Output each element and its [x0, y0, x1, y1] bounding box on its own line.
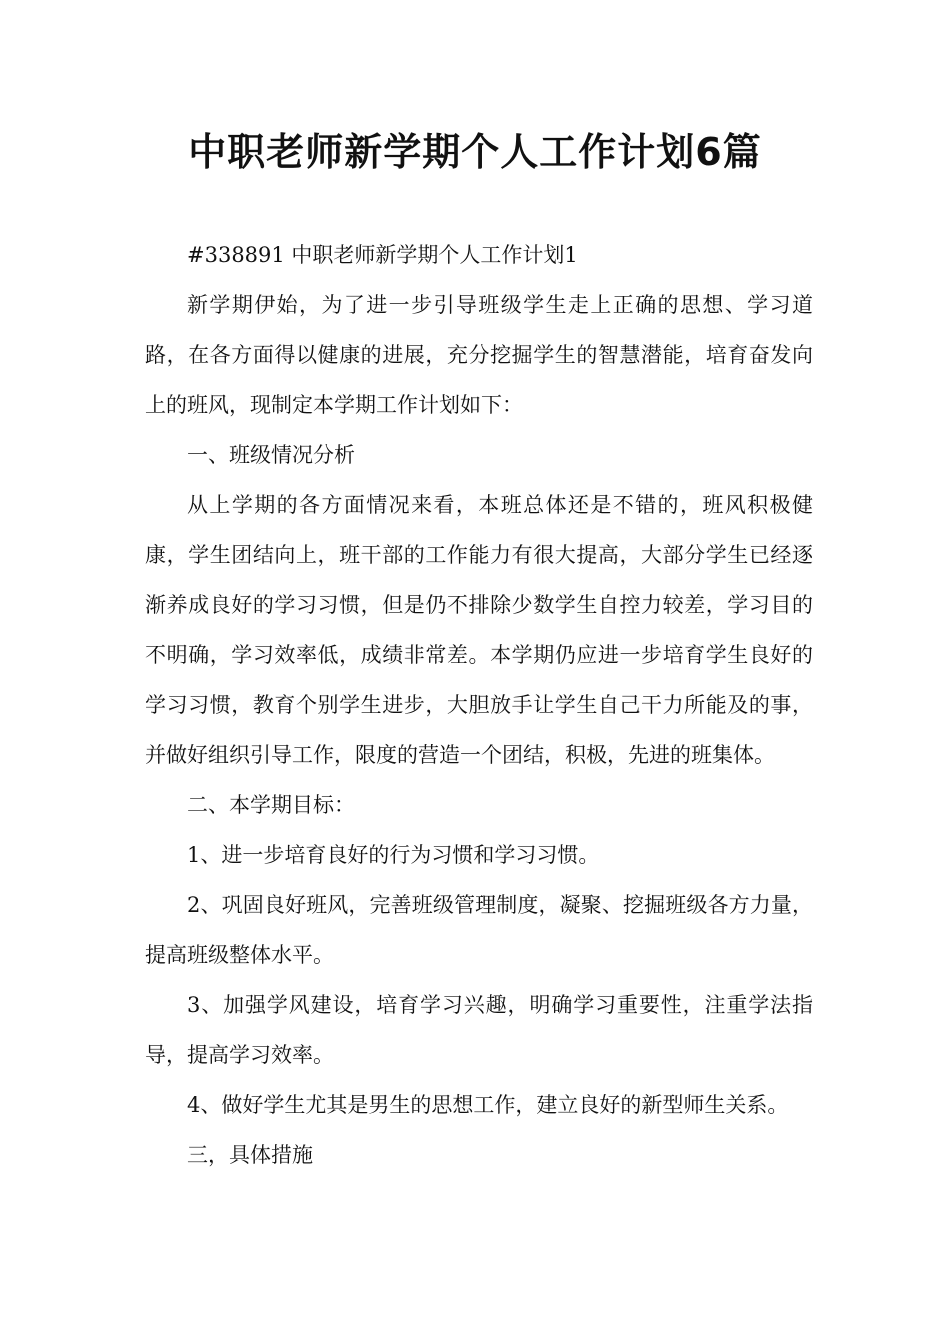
section-heading-measures: 三，具体措施 [187, 1143, 313, 1167]
intro-paragraph: 新学期伊始，为了进一步引导班级学生走上正确的思想、学习道路，在各方面得以健康的进展，充分挖掘学生的智慧潜能，培育奋发向上的班风，现制定本学期工作计划如下： [145, 293, 813, 417]
section-heading-goals: 二、本学期目标： [187, 793, 355, 817]
document-title: 中职老师新学期个人工作计划6篇 [188, 130, 762, 174]
goal-item-3: 3、加强学风建设，培育学习兴趣，明确学习重要性，注重学法指导，提高学习效率。 [145, 993, 813, 1067]
goal-item-4: 4、做好学生尤其是男生的思想工作，建立良好的新型师生关系。 [187, 1093, 789, 1117]
section-heading-class-analysis: 一、班级情况分析 [187, 443, 355, 467]
goal-item-2: 2、巩固良好班风，完善班级管理制度，凝聚、挖掘班级各方力量，提高班级整体水平。 [145, 893, 813, 967]
section-heading-plan-1: #338891 中职老师新学期个人工作计划1 [187, 243, 578, 267]
document-body [145, 230, 813, 1180]
class-analysis-paragraph: 从上学期的各方面情况来看，本班总体还是不错的，班风积极健康，学生团结向上，班干部的工作能力有很大提高，大部分学生已经逐渐养成良好的学习习惯，但是仍不排除少数学生自控力较差，学习目的不明确，学习效率低，成绩非常差。本学期仍应进一步培育学生良好的学习习惯，教育个别学生进步，大胆放手让学生自己干力所能及的事，并做好组织引导工作，限度的营造一个团结，积极，先进的班集体。 [145, 493, 813, 767]
goal-item-1: 1、进一步培育良好的行为习惯和学习习惯。 [187, 843, 600, 867]
